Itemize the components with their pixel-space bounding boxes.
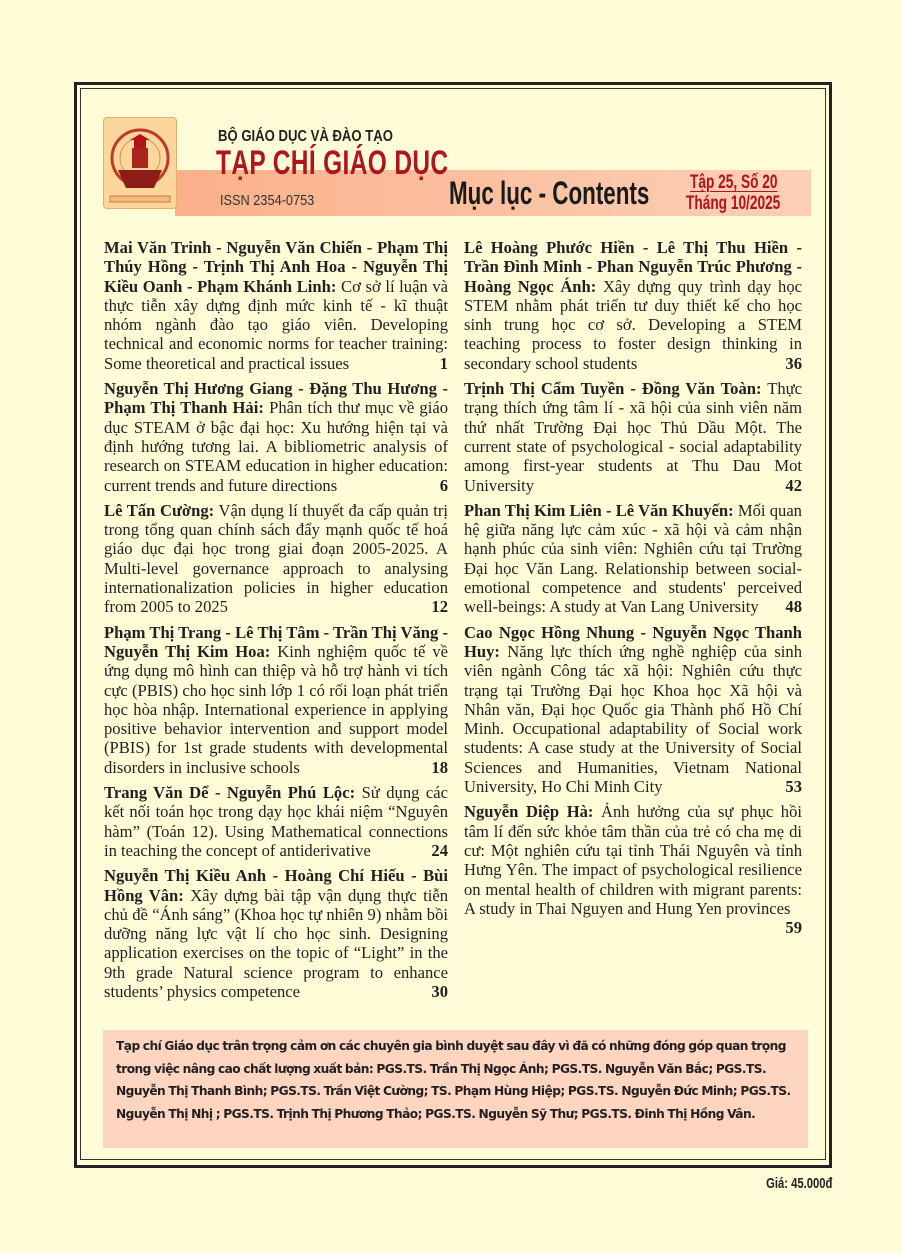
toc-entry-page: 59 [785, 918, 802, 938]
toc-entry[interactable] [464, 501, 802, 617]
toc-entry-page: 36 [785, 353, 802, 373]
toc-entry-title: Năng lực thích ứng nghề nghiệp của sinh viên ngành Công tác xã hội: Nghiên cứu thực trạng tại Trường Đại học Khoa học Xã hội và Nhân văn, Đại học Quốc gia Thành phố Hồ Chí Minh. Occupational adaptability of Social work students: A case study at the University of Social Sciences and Humanities, Vietnam National University, Ho Chi Minh City [464, 641, 802, 797]
ministry-name: BỘ GIÁO DỤC VÀ ĐÀO TẠO [218, 128, 393, 145]
toc-entry-title: Phân tích thư mục về giáo dục STEAM ở bậc đại học: Xu hướng hiện tại và định hướng tương lai. A bibliometric analysis of research on STEAM education in higher education: current trends and future directions [104, 398, 448, 495]
toc-entry-page: 53 [785, 777, 802, 797]
toc-entry-title: Sử dụng các kết nối toán học trong dạy học khái niệm “Nguyên hàm” (Toán 12). Using Mathematical connections in teaching the concept of antiderivative [104, 783, 448, 860]
toc-entry-page: 42 [785, 475, 802, 495]
toc-entry-title: Xây dựng bài tập vận dụng thực tiễn chủ đề “Ánh sáng” (Khoa học tự nhiên 9) nhằm bồi dưỡng năng lực vật lí cho học sinh. Designing application exercises on the topic of “Light” in the 9th grade Natural science program to enhance students’ physics competence [104, 885, 448, 1001]
toc-entry-title: Thực trạng thích ứng tâm lí - xã hội của sinh viên năm thứ nhất Trường Đại học Thủ Dầu Một. The current state of psychological - social adaptability among first-year students at Thu Dau Mot University [464, 379, 802, 495]
toc-entry-title: Cơ sở lí luận và thực tiễn xây dựng định mức kinh tế - kĩ thuật nhóm ngành đào tạo giáo viên. Developing technical and economic norms for teacher training: Some theoretical and practical issues [104, 276, 449, 373]
contents-column-left [104, 238, 448, 1007]
toc-entry-page: 1 [439, 353, 448, 373]
toc-entry-authors: Lê Hoàng Phước Hiền - Lê Thị Thu Hiền - Trần Đình Minh - Phan Nguyễn Trúc Phương - Hoàng Ngọc Ánh: [464, 238, 802, 296]
toc-entry-authors: Phạm Thị Trang - Lê Thị Tâm - Trần Thị Văng - Nguyễn Thị Kim Hoa: [104, 622, 448, 661]
toc-entry-title: Xây dựng quy trình dạy học STEM nhằm phát triển tư duy thiết kế cho học sinh trung học cơ sở. Developing a STEM teaching process to foster design thinking in secondary school students [464, 276, 802, 373]
toc-entry-title: Ảnh hưởng của sự phục hồi tâm lí đến sức khỏe tâm thần của trẻ có cha mẹ di cư: Một nghiên cứu tại tỉnh Thái Nguyên và tỉnh Hưng Yên. The impact of psychological resilience on mental health of children with migrant parents: A study in Thai Nguyen and Hung Yen provinces [464, 802, 802, 918]
toc-entry[interactable] [104, 866, 448, 1001]
toc-entry[interactable] [464, 802, 802, 938]
toc-entry-authors: Lê Tấn Cường: [104, 500, 215, 520]
toc-entry[interactable] [464, 623, 802, 797]
toc-entry-authors: Trịnh Thị Cẩm Tuyền - Đồng Văn Toàn: [464, 379, 762, 399]
toc-entry[interactable] [464, 379, 802, 495]
journal-logo [103, 117, 177, 209]
toc-entry-page: 30 [431, 981, 448, 1001]
toc-entry-title: Kinh nghiệm quốc tế về ứng dụng mô hình can thiệp và hỗ trợ hành vi tích cực (PBIS) cho học sinh lớp 1 có rối loạn phát triển học hòa nhập. International experience in applying positive behavior intervention and support model (PBIS) for 1st grade students with developmental disorders in inclusive schools [104, 641, 448, 777]
toc-entry[interactable] [464, 238, 802, 373]
toc-entry-page: 24 [431, 840, 448, 860]
issue-month: Tháng 10/2025 [686, 193, 781, 214]
toc-entry-page: 12 [431, 597, 448, 617]
price: Giá: 45.000đ [765, 1175, 832, 1192]
toc-entry-authors: Cao Ngọc Hồng Nhung - Nguyễn Ngọc Thanh Huy: [464, 622, 802, 661]
toc-entry-authors: Mai Văn Trinh - Nguyễn Văn Chiến - Phạm Thị Thúy Hồng - Trịnh Thị Anh Hoa - Nguyễn Thị Kiều Oanh - Phạm Khánh Linh: [104, 238, 448, 296]
toc-entry[interactable] [104, 783, 448, 860]
toc-entry-authors: Nguyễn Thị Kiều Anh - Hoàng Chí Hiếu - Bùi Hồng Vân: [104, 866, 448, 905]
contents-column-right [464, 238, 802, 937]
volume-issue: Tập 25, Số 20 [690, 172, 778, 193]
toc-entry-page: 18 [431, 757, 448, 777]
toc-entry-page: 48 [785, 597, 802, 617]
toc-entry-authors: Nguyễn Thị Hương Giang - Đặng Thu Hương - Phạm Thị Thanh Hải: [104, 379, 448, 418]
section-title: Mục lục - Contents [449, 175, 650, 211]
reviewer-acknowledgement-box [103, 1030, 808, 1148]
toc-entry-authors: Trang Văn Dể - Nguyễn Phú Lộc: [104, 783, 356, 803]
toc-entry-authors: Phan Thị Kim Liên - Lê Văn Khuyến: [464, 500, 734, 520]
reviewer-acknowledgement-text: Tạp chí Giáo dục trân trọng cảm ơn các chuyên gia bình duyệt sau đây vì đã có những đóng góp quan trọng trong việc nâng cao chất lượng xuất bản: PGS.TS. Trần Thị Ngọc Ánh; PGS.TS. Nguyễn Văn Bắc; PGS.TS. Nguyễn Thị Thanh Bình; PGS.TS. Trần Việt Cường; TS. Phạm Hùng Hiệp; PGS.TS. Nguyễn Đức Minh; PGS.TS. Nguyễn Thị Nhị ; PGS.TS. Trịnh Thị Phương Thảo; PGS.TS. Nguyễn Sỹ Thư; PGS.TS. Đinh Thị Hồng Vân. [116, 1039, 791, 1121]
toc-entry[interactable] [104, 379, 448, 495]
toc-entry-page: 6 [439, 475, 448, 495]
journal-name: TẠP CHÍ GIÁO DỤC [216, 144, 449, 182]
toc-entry[interactable] [104, 623, 448, 777]
toc-entry[interactable] [104, 501, 448, 617]
toc-entry-title: Mối quan hệ giữa năng lực cảm xúc - xã hội và cảm nhận hạnh phúc của sinh viên: Nghiên cứu tại Trường Đại học Văn Lang. Relationship between social-emotional competence and students' perceived well-beings: A study at Van Lang University [464, 500, 802, 617]
toc-entry[interactable] [104, 238, 448, 373]
issn: ISSN 2354-0753 [220, 192, 315, 209]
toc-entry-authors: Nguyễn Diệp Hà: [464, 802, 594, 822]
toc-entry-title: Vận dụng lí thuyết đa cấp quản trị trong tổng quan chính sách đẩy mạnh quốc tế hoá giáo dục đại học trong giai đoạn 2005-2025. A Multi-level governance approach to analysing internationalization policies in higher education from 2005 to 2025 [104, 500, 448, 617]
